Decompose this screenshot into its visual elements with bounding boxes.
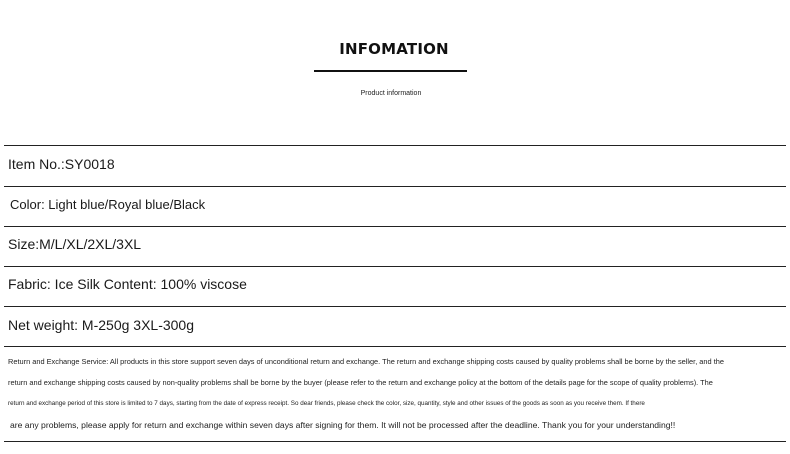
return-policy-line-4: are any problems, please apply for return and exchange within seven days after signing for them. It will not be processed after the deadline. Thank you for your understanding!! (10, 420, 676, 430)
return-policy-line-3: return and exchange period of this store is limited to 7 days, starting from the date of express receipt. So dear friends, please check the color, size, quantity, style and other issues of the goods as soon as you receive them. If there (8, 400, 645, 407)
divider-line (4, 441, 786, 442)
divider-line (4, 266, 786, 267)
color-spec: Color: Light blue/Royal blue/Black (10, 197, 206, 212)
divider-line (4, 186, 786, 187)
divider-line (4, 226, 786, 227)
title-underline (314, 70, 467, 72)
divider-line (4, 306, 786, 307)
return-policy-line-2: return and exchange shipping costs caused by non-quality problems shall be borne by the buyer (please refer to the return and exchange policy at the bottom of the details page for the scope of quality problems). The (8, 378, 713, 387)
fabric-spec: Fabric: Ice Silk Content: 100% viscose (8, 276, 247, 292)
divider-line (4, 145, 786, 146)
net-weight-spec: Net weight: M-250g 3XL-300g (8, 317, 194, 333)
divider-line (4, 346, 786, 347)
size-spec: Size:M/L/XL/2XL/3XL (8, 236, 142, 252)
page-subtitle: Product information (360, 90, 422, 97)
item-number: Item No.:SY0018 (8, 156, 115, 172)
return-policy-line-1: Return and Exchange Service: All products in this store support seven days of unconditional return and exchange. The return and exchange shipping costs caused by quality problems shall be borne by the seller, and the (8, 357, 724, 366)
page-title: INFOMATION (339, 40, 449, 58)
